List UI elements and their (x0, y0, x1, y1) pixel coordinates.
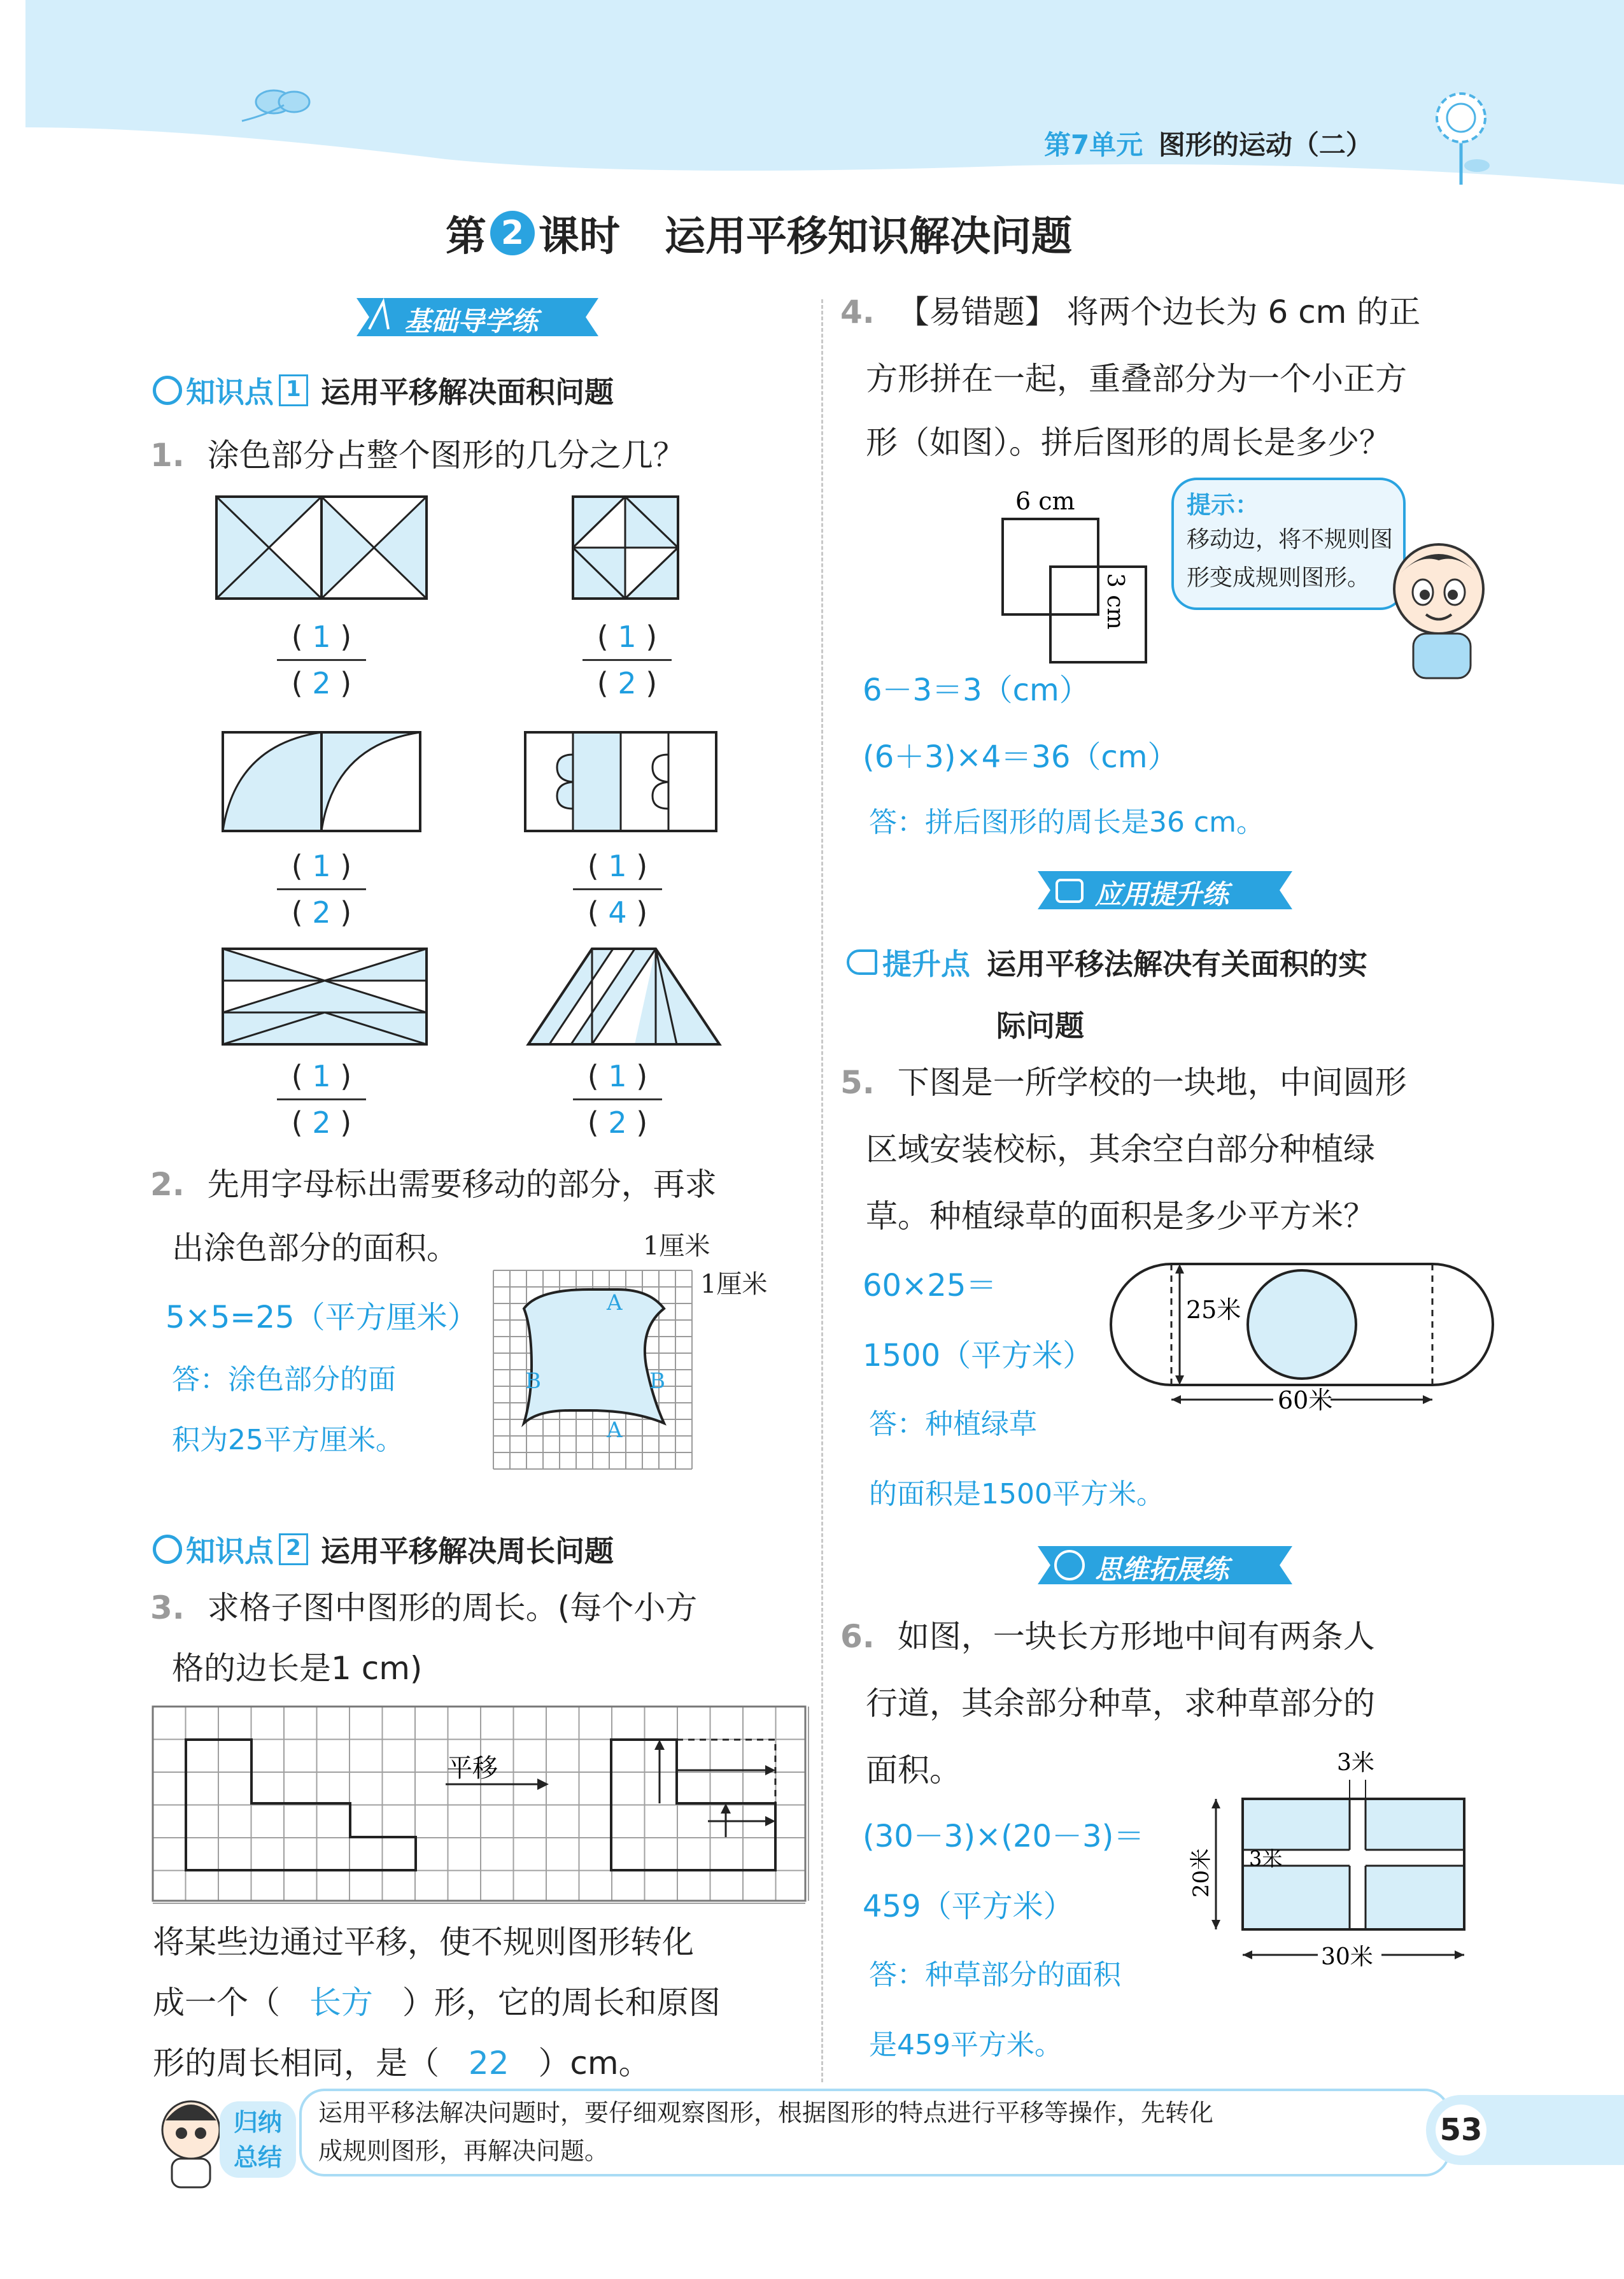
kp2-title: 运用平移解决周长问题 (321, 1534, 614, 1568)
q2-letter-b-left: B (525, 1368, 541, 1394)
q2-line1: 先用字母标出需要移动的部分，再求 (207, 1166, 717, 1203)
kp3-tag: 提升点 (882, 947, 970, 981)
q4-line2: 方形拼在一起，重叠部分为一个小正方 (866, 360, 1407, 397)
lesson-number-badge: 2 (490, 211, 535, 255)
q5-answer-2: 1500（平方米） (863, 1338, 1094, 1374)
q1-figure-6 (528, 949, 726, 1051)
q2-letter-a-top: A (607, 1290, 623, 1316)
q4-hint-line2: 形变成规则图形。 (1187, 565, 1371, 591)
butterfly-icon (242, 76, 318, 134)
q4-hint-bubble (1171, 478, 1406, 610)
q5-number: 5. (840, 1064, 875, 1101)
summary-tag-line2: 总结 (233, 2143, 282, 2171)
q2-prompt (150, 1153, 717, 1216)
unit-number: 第7单元 (1044, 129, 1143, 160)
q1-answer-5: $\frac{( 1 )}{( 2 )}$ (277, 1054, 366, 1145)
q3-grid-figure (153, 1707, 808, 1904)
boy-mascot-icon (1375, 535, 1502, 681)
q6-number: 6. (840, 1618, 875, 1655)
q5-dim-60: 60米 (1278, 1386, 1333, 1414)
summary-line1: 运用平移法解决问题时，要仔细观察图形，根据图形的特点进行平移等操作，先转化 (318, 2099, 1214, 2127)
q3-fill-line1: 将某些边通过平移，使不规则图形转化 (153, 1924, 694, 1961)
q5-answer-3: 答：种植绿草 (869, 1408, 1037, 1440)
q5-line2: 区域安装校标，其余空白部分种植绿 (866, 1131, 1375, 1168)
q3-number: 3. (150, 1589, 185, 1626)
q6-answer-2: 459（平方米） (863, 1889, 1074, 1924)
q5-prompt (840, 1051, 1407, 1114)
q6-dim-3-side: 3米 (1249, 1847, 1283, 1871)
q3-blank-perimeter: 22 (468, 2045, 509, 2082)
q2-answer-3: 积为25平方厘米。 (172, 1424, 404, 1456)
summary-mascot-icon (153, 2095, 229, 2190)
q6-dim-20: 20米 (1189, 1848, 1214, 1898)
summary-tag-line1: 归纳 (233, 2108, 282, 2136)
q2-number: 2. (150, 1166, 185, 1203)
target-icon (153, 1535, 182, 1564)
q6-dim-30: 30米 (1321, 1944, 1373, 1970)
kp3-title-line2: 际问题 (996, 1009, 1084, 1043)
q6-field-figure (1189, 1745, 1477, 1987)
lesson-topic: 运用平移知识解决问题 (665, 213, 1072, 260)
q1-figure-2 (573, 497, 681, 599)
q3-translate-label: 平移 (447, 1754, 498, 1783)
q6-dim-3-top: 3米 (1337, 1750, 1374, 1776)
kp1-number: 1 (279, 374, 308, 406)
kp1-tag: 知识点 (186, 375, 274, 409)
q3-prompt (150, 1576, 697, 1640)
unit-label (1044, 124, 1373, 162)
q1-answer-1-num: 1 (312, 620, 331, 654)
q1-answer-3-num: 1 (312, 849, 331, 883)
q4-line3: 形（如图）。拼后图形的周长是多少？ (866, 424, 1391, 461)
q5-line3: 草。种植绿草的面积是多少平方米？ (866, 1198, 1375, 1235)
q3-fill-line2 (153, 1971, 721, 2034)
q3-fill-line3 (153, 2031, 651, 2095)
rocket-icon (847, 949, 877, 975)
page-number: 53 (1436, 2105, 1486, 2155)
section-title-basic: 基础导学练 (404, 306, 539, 337)
q1-answer-1: $\frac{( 1 )}{( 2 )}$ (277, 614, 366, 706)
q3-fill-text-d: ）cm。 (538, 2045, 651, 2082)
kp2-tag: 知识点 (186, 1534, 274, 1568)
q2-unit-top: 1厘米 (643, 1232, 710, 1261)
q4-number: 4. (840, 294, 875, 330)
q6-answer-1: (30－3)×(20－3)＝ (863, 1819, 1145, 1854)
q1-figure-3 (223, 732, 427, 834)
q1-answer-2-num: 1 (618, 620, 637, 654)
q5-line1: 下图是一所学校的一块地，中间圆形 (897, 1064, 1407, 1101)
knowledge-point-1 (153, 369, 614, 411)
q4-dim-6cm: 6 cm (1015, 487, 1075, 515)
section-title-apply: 应用提升练 (1095, 879, 1229, 910)
q1-number: 1. (150, 437, 185, 474)
kp3-title-line1: 运用平移法解决有关面积的实 (987, 947, 1367, 981)
q1-answer-1-den: 2 (312, 666, 331, 700)
q1-answer-6-num: 1 (608, 1059, 627, 1093)
q3-fill-text-c: 形的周长相同，是（ (153, 2045, 439, 2082)
q3-fill-text-a: 成一个（ (153, 1984, 280, 2021)
q1-answer-3: $\frac{( 1 )}{( 2 )}$ (277, 844, 366, 935)
q5-dim-25: 25米 (1186, 1296, 1241, 1324)
kp2-number: 2 (279, 1533, 308, 1565)
q4-answer-3: 答：拼后图形的周长是36 cm。 (869, 806, 1265, 839)
q3-line1: 求格子图中图形的周长。(每个小方 (207, 1589, 698, 1626)
q2-letter-a-bottom: A (607, 1417, 623, 1443)
q2-answer-2: 答：涂色部分的面 (172, 1363, 396, 1396)
q2-line2: 出涂色部分的面积。 (172, 1230, 458, 1267)
q4-hint-title: 提示： (1187, 491, 1260, 519)
q1-figure-4 (525, 732, 723, 834)
q3-line2: 格的边长是1 cm) (172, 1650, 423, 1687)
q1-answer-6-den: 2 (608, 1105, 627, 1140)
section-banner-apply (1025, 867, 1305, 913)
q1-answer-6: $\frac{( 1 )}{( 2 )}$ (573, 1054, 662, 1145)
column-divider (821, 299, 823, 2082)
q1-figure-1 (216, 497, 433, 599)
summary-line2: 成规则图形，再解决问题。 (318, 2137, 609, 2165)
q1-answer-4-num: 1 (608, 849, 627, 883)
q6-line1: 如图，一块长方形地中间有两条人 (897, 1618, 1375, 1655)
q4-dim-3cm: 3 cm (1102, 573, 1128, 630)
q6-prompt (840, 1605, 1375, 1668)
q6-answer-3: 答：种草部分的面积 (869, 1959, 1121, 1991)
q1-prompt (150, 423, 685, 487)
lesson-prefix: 第 (446, 213, 486, 260)
unit-title: 图形的运动（二） (1158, 129, 1373, 160)
q1-answer-5-den: 2 (312, 1105, 331, 1140)
q2-answer-1: 5×5=25（平方厘米） (166, 1300, 478, 1335)
q1-answer-2: $\frac{( 1 )}{( 2 )}$ (583, 614, 672, 706)
q4-answer-2: (6＋3)×4＝36（cm） (863, 739, 1178, 775)
q4-prompt (840, 280, 1420, 344)
q6-answer-4: 是459平方米。 (869, 2029, 1063, 2061)
q1-answer-4: $\frac{( 1 )}{( 4 )}$ (573, 844, 662, 935)
q2-unit-side: 1厘米 (700, 1270, 768, 1299)
knowledge-point-2 (153, 1528, 614, 1570)
q4-hint-line1: 移动边，将不规则图 (1187, 527, 1394, 553)
q5-answer-1: 60×25＝ (863, 1268, 997, 1303)
target-icon (153, 376, 182, 405)
q4-line1: 【易错题】 将两个边长为 6 cm 的正 (897, 294, 1421, 330)
q1-figure-5 (223, 949, 433, 1051)
q1-answer-5-num: 1 (312, 1059, 331, 1093)
q2-letter-b-right: B (649, 1368, 665, 1394)
q5-field-figure (1111, 1261, 1493, 1414)
q1-text: 涂色部分占整个图形的几分之几？ (207, 437, 685, 474)
q3-blank-shape: 长方 (309, 1984, 373, 2021)
q6-line3: 面积。 (866, 1752, 961, 1789)
q1-answer-2-den: 2 (618, 666, 637, 700)
kp1-title: 运用平移解决面积问题 (321, 375, 614, 409)
section-title-think: 思维拓展练 (1095, 1554, 1229, 1585)
q4-answer-1: 6－3＝3（cm） (863, 672, 1090, 708)
q1-answer-3-den: 2 (312, 895, 331, 930)
section-banner-think (1025, 1542, 1305, 1588)
q5-answer-4: 的面积是1500平方米。 (869, 1478, 1164, 1510)
flower-icon (1426, 89, 1496, 185)
lesson-title (446, 204, 1072, 262)
q1-answer-4-den: 4 (608, 895, 627, 930)
q3-fill-text-b: ）形，它的周长和原图 (402, 1984, 721, 2021)
q2-grid-figure (493, 1270, 710, 1474)
q6-line2: 行道，其余部分种草，求种草部分的 (866, 1685, 1375, 1722)
improvement-point (847, 941, 1367, 983)
summary-tag (220, 2101, 296, 2178)
section-banner-basic (344, 294, 611, 340)
q4-squares-figure (999, 487, 1159, 656)
lesson-suffix: 课时 (539, 213, 620, 260)
